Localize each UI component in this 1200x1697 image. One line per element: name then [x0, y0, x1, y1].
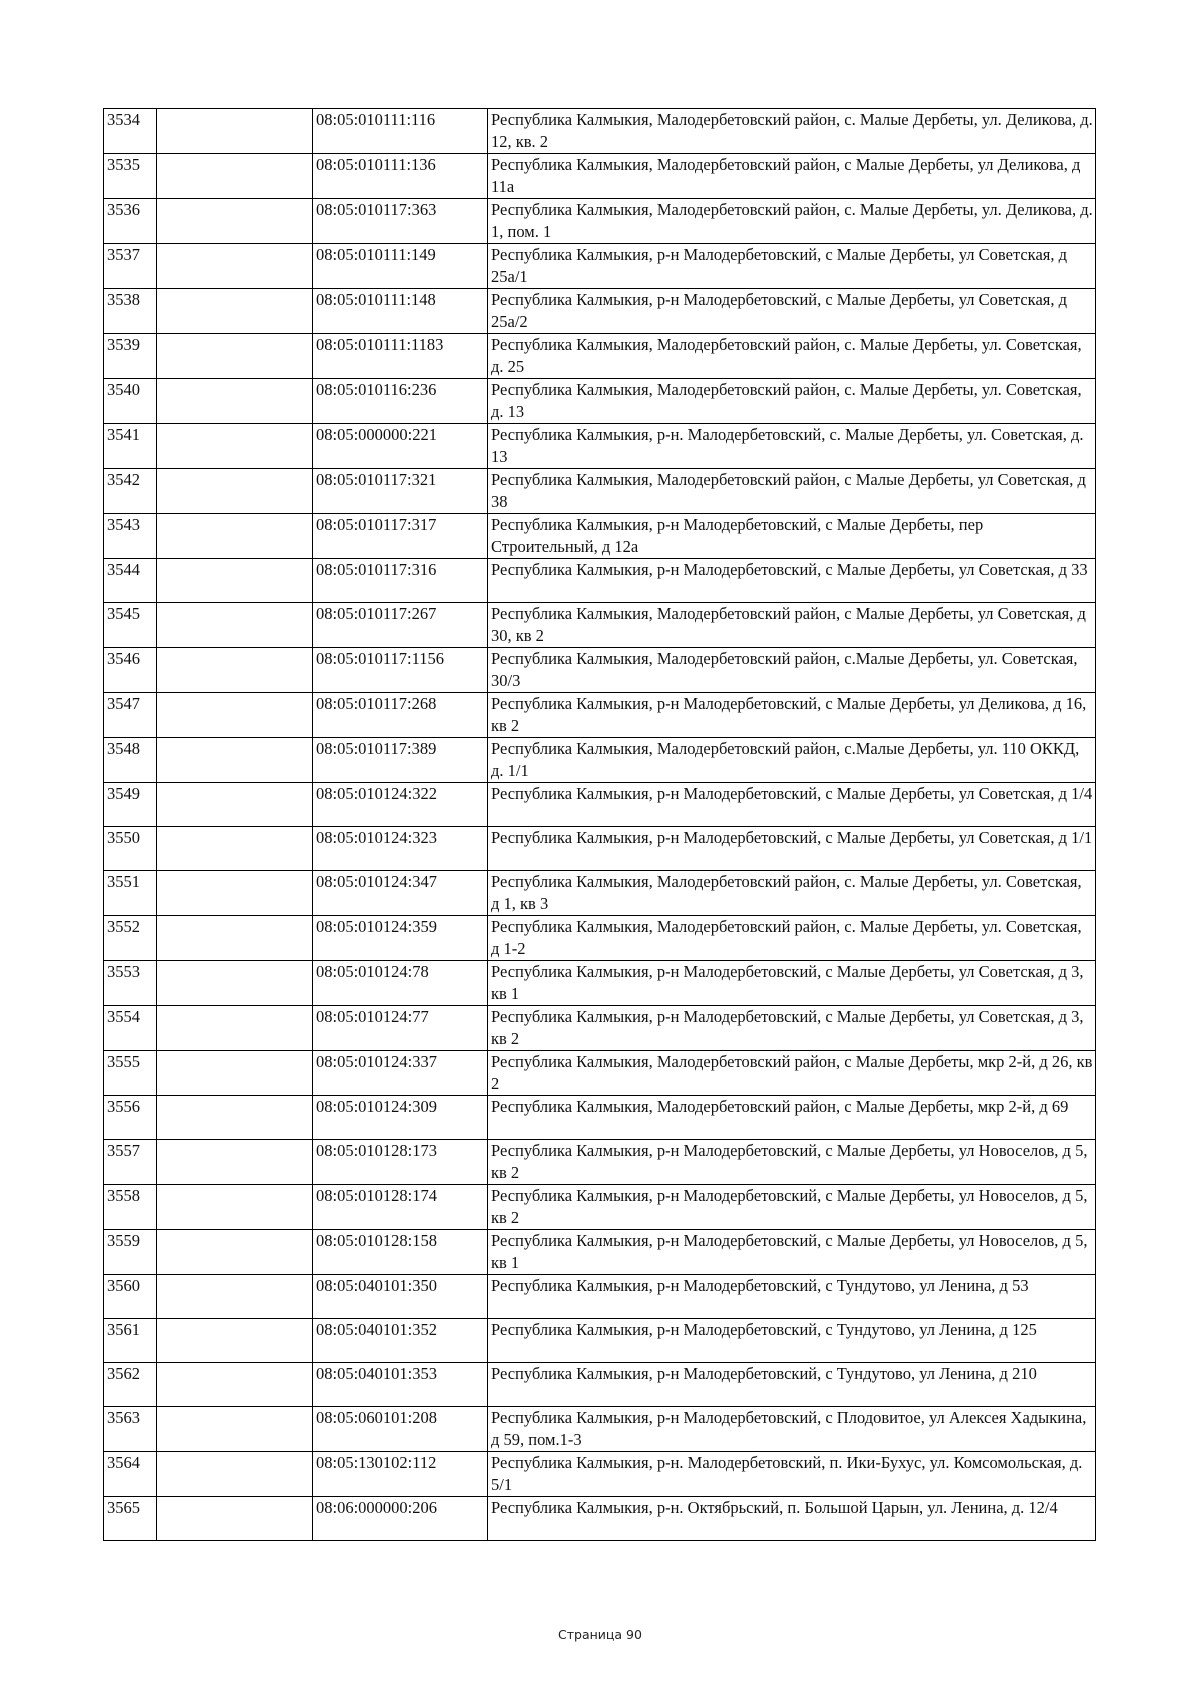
cadastral-number-cell: 08:05:010117:389 — [313, 738, 488, 783]
address-cell: Республика Калмыкия, р-н Малодербетовский, с Малые Дербеты, ул Советская, д 1/1 — [488, 827, 1096, 871]
address-cell: Республика Калмыкия, р-н Малодербетовский, с Малые Дербеты, ул Советская, д 1/4 — [488, 783, 1096, 827]
table-row — [104, 1319, 1096, 1363]
row-number-cell: 3560 — [104, 1275, 157, 1319]
table-row — [104, 1051, 1096, 1096]
row-number-cell: 3565 — [104, 1497, 157, 1541]
address-cell: Республика Калмыкия, Малодербетовский район, с. Малые Дербеты, ул. Советская, д 1, кв 3 — [488, 871, 1096, 916]
address-cell: Республика Калмыкия, р-н Малодербетовский, с Тундутово, ул Ленина, д 125 — [488, 1319, 1096, 1363]
cadastral-number-cell: 08:05:010124:78 — [313, 961, 488, 1006]
row-number-cell: 3534 — [104, 109, 157, 154]
table-row — [104, 1497, 1096, 1541]
empty-cell — [157, 514, 313, 559]
cadastral-number-cell: 08:05:010124:77 — [313, 1006, 488, 1051]
table-row — [104, 514, 1096, 559]
empty-cell — [157, 1363, 313, 1407]
empty-cell — [157, 783, 313, 827]
table-row — [104, 1275, 1096, 1319]
empty-cell — [157, 334, 313, 379]
empty-cell — [157, 469, 313, 514]
row-number-cell: 3547 — [104, 693, 157, 738]
row-number-cell: 3539 — [104, 334, 157, 379]
row-number-cell: 3563 — [104, 1407, 157, 1452]
row-number-cell: 3536 — [104, 199, 157, 244]
row-number-cell: 3544 — [104, 559, 157, 603]
table-row — [104, 961, 1096, 1006]
empty-cell — [157, 1230, 313, 1275]
row-number-cell: 3557 — [104, 1140, 157, 1185]
empty-cell — [157, 1140, 313, 1185]
address-cell: Республика Калмыкия, Малодербетовский район, с. Малые Дербеты, ул. Советская, д. 25 — [488, 334, 1096, 379]
table-row — [104, 1140, 1096, 1185]
address-cell: Республика Калмыкия, р-н Малодербетовский, с Тундутово, ул Ленина, д 53 — [488, 1275, 1096, 1319]
row-number-cell: 3543 — [104, 514, 157, 559]
row-number-cell: 3545 — [104, 603, 157, 648]
empty-cell — [157, 961, 313, 1006]
address-cell: Республика Калмыкия, р-н Малодербетовский, с Малые Дербеты, ул Советская, д 3, кв 1 — [488, 961, 1096, 1006]
address-cell: Республика Калмыкия, р-н Малодербетовский, с Плодовитое, ул Алексея Хадыкина, д 59, пом.1-3 — [488, 1407, 1096, 1452]
empty-cell — [157, 109, 313, 154]
empty-cell — [157, 199, 313, 244]
address-cell: Республика Калмыкия, Малодербетовский район, с.Малые Дербеты, ул. 110 ОККД, д. 1/1 — [488, 738, 1096, 783]
address-cell: Республика Калмыкия, р-н Малодербетовский, с Малые Дербеты, ул Советская, д 25а/1 — [488, 244, 1096, 289]
table-row — [104, 603, 1096, 648]
table-row — [104, 783, 1096, 827]
cadastral-number-cell: 08:05:010128:173 — [313, 1140, 488, 1185]
empty-cell — [157, 648, 313, 693]
cadastral-number-cell: 08:05:010117:268 — [313, 693, 488, 738]
cadastral-number-cell: 08:05:010111:1183 — [313, 334, 488, 379]
row-number-cell: 3562 — [104, 1363, 157, 1407]
address-cell: Республика Калмыкия, Малодербетовский район, с Малые Дербеты, мкр 2-й, д 69 — [488, 1096, 1096, 1140]
table-row — [104, 424, 1096, 469]
row-number-cell: 3537 — [104, 244, 157, 289]
table-row — [104, 1096, 1096, 1140]
table-row — [104, 648, 1096, 693]
row-number-cell: 3558 — [104, 1185, 157, 1230]
empty-cell — [157, 559, 313, 603]
cadastral-number-cell: 08:05:040101:350 — [313, 1275, 488, 1319]
page-number-footer: Страница 90 — [558, 1627, 642, 1642]
table-row — [104, 199, 1096, 244]
table-row — [104, 289, 1096, 334]
cadastral-number-cell: 08:05:000000:221 — [313, 424, 488, 469]
address-cell: Республика Калмыкия, р-н. Малодербетовский, п. Ики-Бухус, ул. Комсомольская, д. 5/1 — [488, 1452, 1096, 1497]
row-number-cell: 3538 — [104, 289, 157, 334]
cadastral-number-cell: 08:05:010111:148 — [313, 289, 488, 334]
cadastral-number-cell: 08:05:010111:136 — [313, 154, 488, 199]
table-row — [104, 1230, 1096, 1275]
row-number-cell: 3556 — [104, 1096, 157, 1140]
row-number-cell: 3540 — [104, 379, 157, 424]
cadastral-number-cell: 08:05:010117:1156 — [313, 648, 488, 693]
row-number-cell: 3541 — [104, 424, 157, 469]
cadastral-number-cell: 08:05:010124:323 — [313, 827, 488, 871]
row-number-cell: 3550 — [104, 827, 157, 871]
empty-cell — [157, 1319, 313, 1363]
empty-cell — [157, 916, 313, 961]
row-number-cell: 3551 — [104, 871, 157, 916]
address-cell: Республика Калмыкия, р-н Малодербетовский, с Малые Дербеты, ул Новоселов, д 5, кв 2 — [488, 1185, 1096, 1230]
empty-cell — [157, 603, 313, 648]
cadastral-number-cell: 08:05:010124:347 — [313, 871, 488, 916]
table-row — [104, 1407, 1096, 1452]
address-cell: Республика Калмыкия, Малодербетовский район, с.Малые Дербеты, ул. Советская, 30/3 — [488, 648, 1096, 693]
empty-cell — [157, 154, 313, 199]
address-cell: Республика Калмыкия, р-н Малодербетовский, с Тундутово, ул Ленина, д 210 — [488, 1363, 1096, 1407]
row-number-cell: 3554 — [104, 1006, 157, 1051]
address-cell: Республика Калмыкия, Малодербетовский район, с. Малые Дербеты, ул. Советская, д. 13 — [488, 379, 1096, 424]
cadastral-number-cell: 08:05:010117:316 — [313, 559, 488, 603]
table-row — [104, 469, 1096, 514]
table-row — [104, 1185, 1096, 1230]
table-row — [104, 871, 1096, 916]
cadastral-number-cell: 08:05:040101:352 — [313, 1319, 488, 1363]
table-row — [104, 109, 1096, 154]
row-number-cell: 3561 — [104, 1319, 157, 1363]
row-number-cell: 3542 — [104, 469, 157, 514]
empty-cell — [157, 738, 313, 783]
address-cell: Республика Калмыкия, р-н Малодербетовский, с Малые Дербеты, ул Деликова, д 16, кв 2 — [488, 693, 1096, 738]
row-number-cell: 3553 — [104, 961, 157, 1006]
cadastral-number-cell: 08:06:000000:206 — [313, 1497, 488, 1541]
empty-cell — [157, 289, 313, 334]
table-row — [104, 1363, 1096, 1407]
row-number-cell: 3548 — [104, 738, 157, 783]
row-number-cell: 3546 — [104, 648, 157, 693]
address-cell: Республика Калмыкия, р-н Малодербетовский, с Малые Дербеты, ул Советская, д 33 — [488, 559, 1096, 603]
cadastral-number-cell: 08:05:010124:322 — [313, 783, 488, 827]
empty-cell — [157, 1185, 313, 1230]
address-cell: Республика Калмыкия, р-н Малодербетовский, с Малые Дербеты, ул Советская, д 25а/2 — [488, 289, 1096, 334]
empty-cell — [157, 424, 313, 469]
address-cell: Республика Калмыкия, Малодербетовский район, с Малые Дербеты, мкр 2-й, д 26, кв 2 — [488, 1051, 1096, 1096]
address-cell: Республика Калмыкия, р-н. Октябрьский, п. Большой Царын, ул. Ленина, д. 12/4 — [488, 1497, 1096, 1541]
address-cell: Республика Калмыкия, Малодербетовский район, с Малые Дербеты, ул Советская, д 38 — [488, 469, 1096, 514]
address-cell: Республика Калмыкия, Малодербетовский район, с Малые Дербеты, ул Деликова, д 11а — [488, 154, 1096, 199]
address-cell: Республика Калмыкия, р-н Малодербетовский, с Малые Дербеты, ул Новоселов, д 5, кв 2 — [488, 1140, 1096, 1185]
empty-cell — [157, 1275, 313, 1319]
cadastral-number-cell: 08:05:010117:321 — [313, 469, 488, 514]
table-row — [104, 244, 1096, 289]
address-cell: Республика Калмыкия, Малодербетовский район, с Малые Дербеты, ул Советская, д 30, кв 2 — [488, 603, 1096, 648]
empty-cell — [157, 244, 313, 289]
row-number-cell: 3535 — [104, 154, 157, 199]
cadastral-number-cell: 08:05:130102:112 — [313, 1452, 488, 1497]
table-row — [104, 154, 1096, 199]
address-cell: Республика Калмыкия, р-н Малодербетовский, с Малые Дербеты, ул Новоселов, д 5, кв 1 — [488, 1230, 1096, 1275]
empty-cell — [157, 693, 313, 738]
address-cell: Республика Калмыкия, Малодербетовский район, с. Малые Дербеты, ул. Деликова, д. 1, пом. 1 — [488, 199, 1096, 244]
address-cell: Республика Калмыкия, р-н Малодербетовский, с Малые Дербеты, пер Строительный, д 12а — [488, 514, 1096, 559]
cadastral-number-cell: 08:05:010117:267 — [313, 603, 488, 648]
address-cell: Республика Калмыкия, р-н Малодербетовский, с Малые Дербеты, ул Советская, д 3, кв 2 — [488, 1006, 1096, 1051]
address-cell: Республика Калмыкия, р-н. Малодербетовский, с. Малые Дербеты, ул. Советская, д. 13 — [488, 424, 1096, 469]
empty-cell — [157, 379, 313, 424]
empty-cell — [157, 871, 313, 916]
row-number-cell: 3559 — [104, 1230, 157, 1275]
cadastral-number-cell: 08:05:010128:174 — [313, 1185, 488, 1230]
cadastral-number-cell: 08:05:010124:337 — [313, 1051, 488, 1096]
cadastral-number-cell: 08:05:010124:359 — [313, 916, 488, 961]
cadastral-number-cell: 08:05:040101:353 — [313, 1363, 488, 1407]
table-row — [104, 1452, 1096, 1497]
empty-cell — [157, 1407, 313, 1452]
empty-cell — [157, 1006, 313, 1051]
table-row — [104, 379, 1096, 424]
table-row — [104, 1006, 1096, 1051]
cadastral-number-cell: 08:05:010128:158 — [313, 1230, 488, 1275]
row-number-cell: 3552 — [104, 916, 157, 961]
empty-cell — [157, 1051, 313, 1096]
property-registry-table — [103, 108, 1096, 1541]
cadastral-number-cell: 08:05:010111:116 — [313, 109, 488, 154]
registry-table-body — [104, 109, 1096, 1541]
table-row — [104, 334, 1096, 379]
empty-cell — [157, 1096, 313, 1140]
cadastral-number-cell: 08:05:010111:149 — [313, 244, 488, 289]
row-number-cell: 3564 — [104, 1452, 157, 1497]
table-row — [104, 916, 1096, 961]
empty-cell — [157, 827, 313, 871]
row-number-cell: 3555 — [104, 1051, 157, 1096]
row-number-cell: 3549 — [104, 783, 157, 827]
cadastral-number-cell: 08:05:010116:236 — [313, 379, 488, 424]
empty-cell — [157, 1497, 313, 1541]
empty-cell — [157, 1452, 313, 1497]
table-row — [104, 693, 1096, 738]
table-row — [104, 559, 1096, 603]
table-row — [104, 827, 1096, 871]
cadastral-number-cell: 08:05:060101:208 — [313, 1407, 488, 1452]
cadastral-number-cell: 08:05:010117:317 — [313, 514, 488, 559]
address-cell: Республика Калмыкия, Малодербетовский район, с. Малые Дербеты, ул. Деликова, д. 12, кв. 2 — [488, 109, 1096, 154]
address-cell: Республика Калмыкия, Малодербетовский район, с. Малые Дербеты, ул. Советская, д 1-2 — [488, 916, 1096, 961]
table-row — [104, 738, 1096, 783]
cadastral-number-cell: 08:05:010117:363 — [313, 199, 488, 244]
cadastral-number-cell: 08:05:010124:309 — [313, 1096, 488, 1140]
